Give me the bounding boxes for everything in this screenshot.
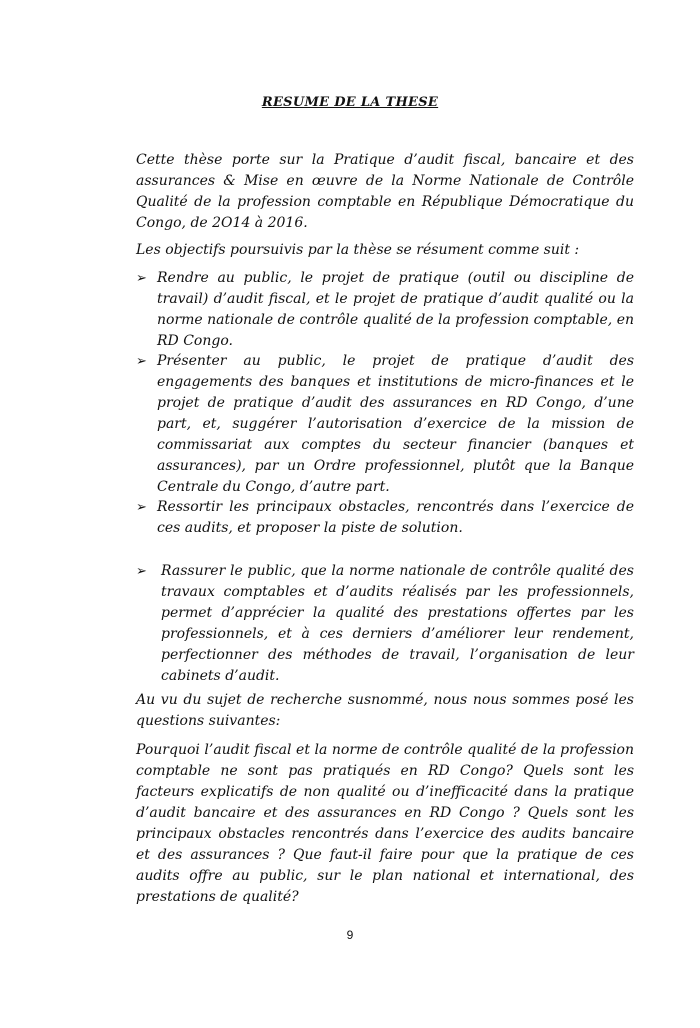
arrow-bullet-icon: ➢ [136, 271, 147, 286]
questions-paragraph: Pourquoi l’audit fiscal et la norme de contrôle qualité de la profession comptable ne sont pas pratiqués en RD Congo? Quels sont les facteurs explicatifs de non qualité ou d’inefficacité dans la pratique d’audit bancaire et des assurances en RD Congo ? Quels sont les principaux obstacles rencontrés dans l’exercice des audits bancaire et des assurances ? Que faut-il faire pour que la pratique de ces audits offre au public, sur le plan national et international, des prestations de qualité? [136, 742, 634, 905]
list-item-text: Présenter au public, le projet de pratique d’audit des engagements des banques et institutions de micro-finances et le projet de pratique d’audit des assurances en RD Congo, d’une part, et, suggérer l’autorisation d’exercice de la mission de commissariat aux comptes du secteur financier (banques et assurances), par un Ordre professionnel, plutôt que la Banque Centrale du Congo, d’autre part. [157, 353, 634, 495]
arrow-bullet-icon: ➢ [136, 354, 147, 369]
list-item-text: Ressortir les principaux obstacles, rencontrés dans l’exercice de ces audits, et proposer la piste de solution. [157, 499, 634, 536]
list-item [136, 561, 634, 687]
considering-paragraph: Au vu du sujet de recherche susnommé, nous nous sommes posé les questions suivantes: [136, 692, 634, 729]
objectives-intro-paragraph: Les objectifs poursuivis par la thèse se résument comme suit : [136, 242, 580, 258]
arrow-bullet-icon: ➢ [136, 564, 147, 579]
list-item-text: Rendre au public, le projet de pratique (outil ou discipline de travail) d’audit fiscal, et le projet de pratique d’audit qualité ou la norme nationale de contrôle qualité de la profession comptable, en RD Congo. [157, 270, 634, 349]
intro-paragraph: Cette thèse porte sur la Pratique d’audit fiscal, bancaire et des assurances & Mise en œuvre de la Norme Nationale de Contrôle Qualité de la profession comptable en République Démocratique du Congo, de 2O14 à 2016. [136, 152, 634, 231]
list-item [136, 497, 634, 539]
page-number: 9 [346, 928, 354, 942]
list-item [136, 351, 634, 498]
page-title: RESUME DE LA THESE [261, 95, 439, 110]
arrow-bullet-icon: ➢ [136, 500, 147, 515]
list-item [136, 268, 634, 352]
list-item-text: Rassurer le public, que la norme nationale de contrôle qualité des travaux comptables et d’audits réalisés par les professionnels, permet d’apprécier la qualité des prestations offertes par les professionnels, et à ces derniers d’améliorer leur rendement, perfectionner des méthodes de travail, l’organisation de leur cabinets d’audit. [161, 563, 634, 684]
